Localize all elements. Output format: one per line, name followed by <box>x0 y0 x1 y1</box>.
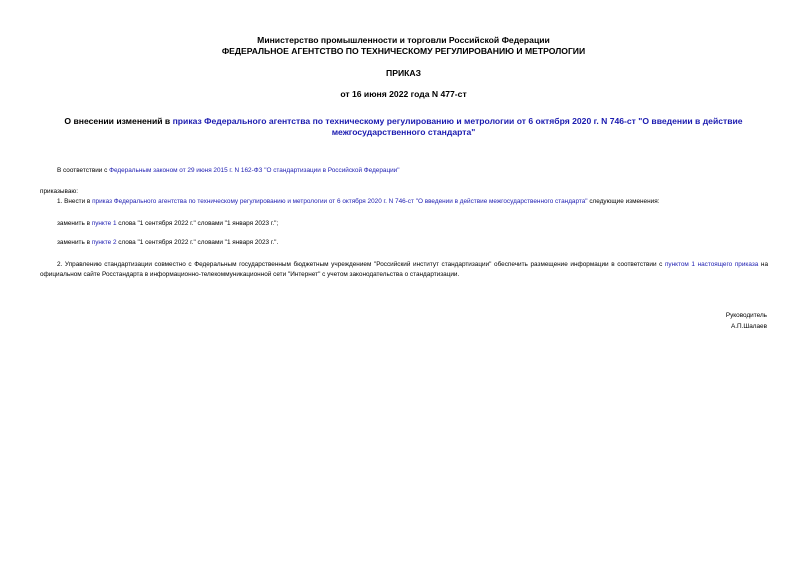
sub1-prefix: заменить в <box>57 220 92 227</box>
signature-name: А.П.Шалаев <box>730 323 767 330</box>
sub1-point-link[interactable]: пункте 1 <box>91 220 117 227</box>
item2-prefix: 2. Управлению стандартизации совместно с Федеральным государственным бюджетным учреждением "Российский институт стандартизации" обеспечить размещение информации в соответствии с <box>57 261 665 268</box>
item1-order-link[interactable]: приказ Федерального агентства по техническому регулированию и метрологии от 6 октября 2020 г. N 746-ст "О введении в действие межгосударственного стандарта" <box>92 198 588 205</box>
doc-date-number: от 16 июня 2022 года N 477-ст <box>340 89 467 99</box>
item2-paragraph <box>40 260 768 280</box>
agency-heading: ФЕДЕРАЛЬНОЕ АГЕНТСТВО ПО ТЕХНИЧЕСКОМУ РЕГУЛИРОВАНИЮ И МЕТРОЛОГИИ <box>221 46 586 56</box>
sub1-suffix: слова "1 сентября 2022 г." словами "1 января 2023 г."; <box>116 220 279 227</box>
ministry-heading: Министерство промышленности и торговли Российской Федерации <box>257 35 550 45</box>
signature-role: Руководитель <box>725 312 767 319</box>
doc-title-prefix: О внесении изменений в <box>64 116 173 126</box>
doc-title-link[interactable]: приказ Федерального агентства по техническому регулированию и метрологии от 6 октября 2020 г. N 746-ст "О введении в действие межгосударственного стандарта" <box>172 116 743 137</box>
sub2-paragraph <box>57 238 278 248</box>
sub2-point-link[interactable]: пункте 2 <box>91 239 117 246</box>
basis-law-link[interactable]: Федеральным законом от 29 июня 2015 г. N 162-ФЗ "О стандартизации в Российской Федерации" <box>109 167 400 174</box>
sub1-paragraph <box>57 219 278 229</box>
sub2-prefix: заменить в <box>57 239 92 246</box>
item1-prefix: 1. Внести в <box>57 198 93 205</box>
item1-paragraph <box>57 197 659 207</box>
basis-prefix: В соответствии с <box>57 167 110 174</box>
item2-suffix: на официальном сайте Росстандарта в информационно-телекоммуникационной сети "Интернет" с учетом законодательства о стандартизации. <box>40 261 769 278</box>
basis-paragraph <box>57 166 400 176</box>
item2-point-link[interactable]: пунктом 1 настоящего приказа <box>664 261 759 268</box>
doc-title <box>40 116 767 138</box>
doc-type-heading: ПРИКАЗ <box>386 68 421 78</box>
order-word: приказываю: <box>40 188 78 195</box>
sub2-suffix: слова "1 сентября 2022 г." словами "1 января 2023 г.". <box>116 239 279 246</box>
item1-suffix: следующие изменения: <box>587 198 660 205</box>
